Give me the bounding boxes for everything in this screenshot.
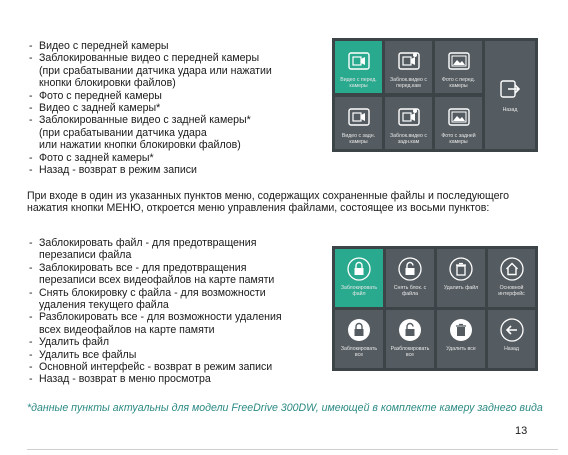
tile-label: Заблокировать все (340, 346, 378, 358)
tile-lock-all[interactable] (335, 310, 383, 368)
list-item: - Заблокированные видео с задней камеры* (при срабатывании датчика удара или нажатии кнопки блокировки файлов) (27, 114, 327, 151)
list-item: - Заблокированные видео с передней камеры (при срабатывании датчика удара или нажатии кнопки блокировки файлов) (27, 52, 327, 89)
tile-label: Удалить все (446, 346, 476, 352)
unlock-icon (398, 257, 422, 281)
playback-menu-screen (332, 38, 538, 152)
list-item: - Назад - возврат в режим записи (27, 164, 327, 176)
video-icon (347, 105, 371, 129)
list-item: - Назад - возврат в меню просмотра (27, 373, 327, 385)
tile-front-video[interactable] (335, 41, 382, 93)
tile-label: Заблок.видео с задн.кам (390, 133, 427, 145)
file-management-list (27, 237, 327, 386)
tile-rear-video[interactable] (335, 97, 382, 149)
home-icon (500, 257, 524, 281)
page-number: 13 (515, 425, 528, 437)
locked-video-icon (397, 49, 421, 73)
tile-back[interactable] (485, 41, 535, 149)
tile-label: Заблок.видео с перед.кам (390, 77, 427, 89)
tile-label: Фото с перед. камеры (441, 77, 476, 89)
list-item: - Удалить все файлы (27, 349, 327, 361)
tile-main-interface[interactable] (488, 249, 535, 307)
tile-label: Видео с перед. камеры (340, 77, 377, 89)
list-item: - Заблокировать файл - для предотвращения перезаписи файла (27, 237, 327, 262)
locked-video-icon (397, 105, 421, 129)
tile-unlock-file[interactable] (386, 249, 434, 307)
divider (27, 449, 558, 450)
list-item: - Видео с задней камеры* (27, 102, 327, 114)
lock-icon (347, 257, 371, 281)
tile-label: Основной интерфейс (498, 285, 525, 297)
tile-label: Видео с задн. камеры (341, 133, 376, 145)
tile-label: Разблокировать все (390, 346, 430, 358)
tile-front-photo[interactable] (435, 41, 482, 93)
playback-menu-list (27, 40, 327, 176)
list-item: - Заблокировать все - для предотвращения перезаписи всех видеофайлов на карте памяти (27, 262, 327, 287)
tile-label: Снять блок. с файла (393, 285, 427, 297)
tile-label: Назад (502, 107, 518, 113)
tile-rear-photo[interactable] (435, 97, 482, 149)
list-item: - Видео с передней камеры (27, 40, 327, 52)
video-icon (347, 49, 371, 73)
list-item: - Удалить файл (27, 336, 327, 348)
tile-front-locked-video[interactable] (385, 41, 432, 93)
footnote: *данные пункты актуальны для модели FreeDrive 300DW, имеющей в комплекте камеру заднего вида (27, 402, 543, 414)
tile-label: Удалить файл (443, 285, 479, 291)
photo-icon (447, 105, 471, 129)
tile-label: Заблокировать файл (340, 285, 378, 297)
back-exit-icon (498, 77, 522, 101)
back-arrow-icon (500, 318, 524, 342)
lock-icon (347, 318, 371, 342)
list-item: - Фото с задней камеры* (27, 152, 327, 164)
tile-delete-all[interactable] (437, 310, 485, 368)
tile-label: Фото с задней камеры (441, 133, 476, 145)
menu-description-paragraph: При входе в один из указанных пунктов меню, содержащих сохраненные файлы и последующего нажатия кнопки МЕНЮ, откроется меню управления файлами, состоящее из восьми пунктов: (27, 190, 509, 215)
list-item: - Основной интерфейс - возврат в режим записи (27, 361, 327, 373)
trash-icon (449, 257, 473, 281)
photo-icon (447, 49, 471, 73)
trash-icon (449, 318, 473, 342)
list-item: - Разблокировать все - для возможности удаления всех видеофайлов на карте памяти (27, 311, 327, 336)
tile-delete-file[interactable] (437, 249, 485, 307)
list-item: - Фото с передней камеры (27, 90, 327, 102)
tile-unlock-all[interactable] (386, 310, 434, 368)
tile-back[interactable] (488, 310, 535, 368)
tile-lock-file[interactable] (335, 249, 383, 307)
file-management-screen (332, 246, 538, 371)
list-item: - Снять блокировку с файла - для возможности удаления текущего файла (27, 287, 327, 312)
unlock-icon (398, 318, 422, 342)
tile-label: Назад (504, 346, 519, 352)
tile-rear-locked-video[interactable] (385, 97, 432, 149)
